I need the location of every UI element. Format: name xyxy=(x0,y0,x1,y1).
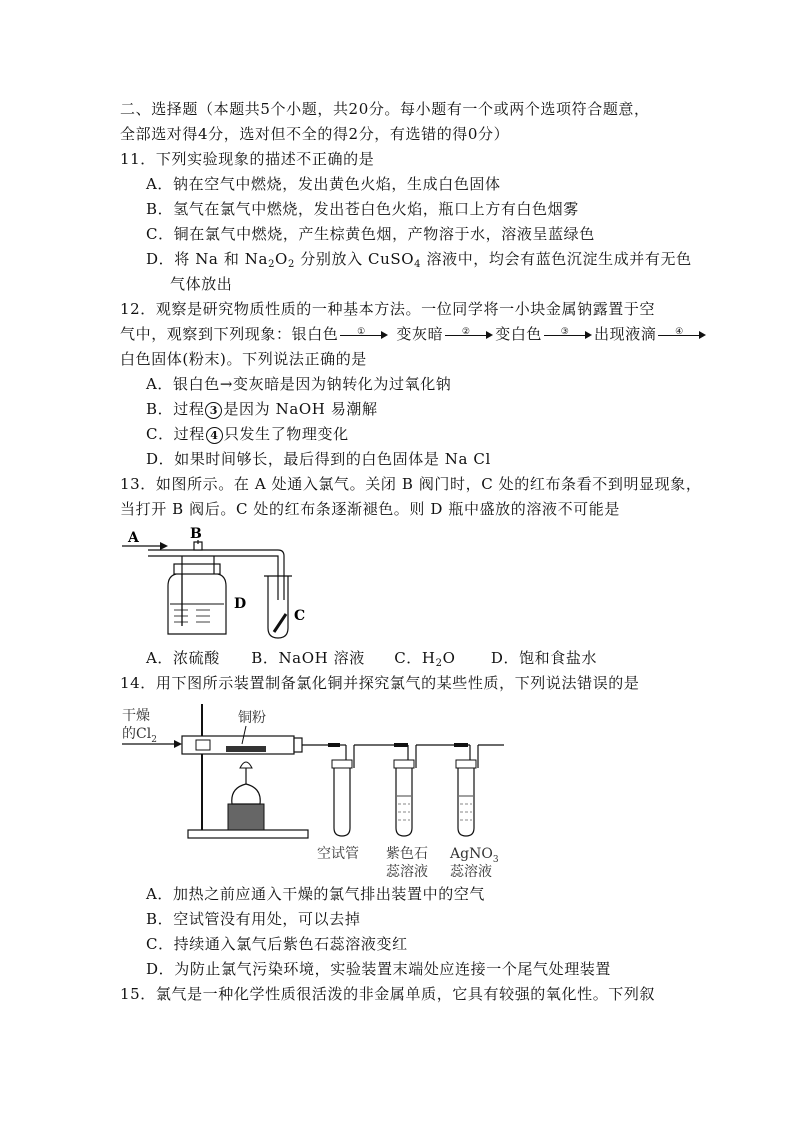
label-c: C xyxy=(294,608,306,624)
label-litmus-1: 紫色石 xyxy=(386,846,428,862)
q14-stem: 14．用下图所示装置制备氯化铜并探究氯气的某些性质，下列说法错误的是 xyxy=(120,674,640,692)
arrow-1: ① xyxy=(340,326,388,340)
q12-option-d: D．如果时间够长，最后得到的白色固体是 Na Cl xyxy=(146,450,491,468)
q14-option-a: A．加热之前应通入干燥的氯气排出装置中的空气 xyxy=(146,885,486,903)
q14-apparatus-figure xyxy=(118,700,518,880)
q15-stem: 15．氯气是一种化学性质很活泼的非金属单质，它具有较强的氧化性。下列叙 xyxy=(120,985,656,1003)
label-dry: 干燥 xyxy=(122,708,150,724)
q13-option-d: D．饱和食盐水 xyxy=(490,649,598,667)
q11-option-d: D．将 Na 和 $Na_2O_2$ 分别放入 CuSO$_4$ 溶液中，均会有蓝色沉淀生成并有无色 xyxy=(146,250,692,270)
q11-option-b: B．氢气在氯气中燃烧，发出苍白色火焰，瓶口上方有白色烟雾 xyxy=(146,200,579,218)
q13-option-c: C．$H_2O$ xyxy=(394,649,456,669)
q12-stem-line3: 白色固体(粉末)。下列说法正确的是 xyxy=(120,350,367,368)
q11-option-a: A．钠在空气中燃烧，发出黄色火焰，生成白色固体 xyxy=(146,175,501,193)
q13-stem-line2: 当打开 B 阀后。C 处的红布条逐渐褪色。则 D 瓶中盛放的溶液不可能是 xyxy=(120,500,620,518)
q11-stem: 11．下列实验现象的描述不正确的是 xyxy=(120,150,375,168)
q13-apparatus-figure xyxy=(118,524,328,644)
q13-options xyxy=(146,648,597,668)
q11-option-c: C．铜在氯气中燃烧，产生棕黄色烟，产物溶于水，溶液呈蓝绿色 xyxy=(146,225,595,243)
q13-option-a: A．浓硫酸 xyxy=(146,649,220,667)
q12-stem-line2: 气中，观察到下列现象：银白色 ① 变灰暗 ② 变白色 ③ 出现液滴 ④ xyxy=(120,324,708,344)
q12-stem-line1: 12．观察是研究物质性质的一种基本方法。一位同学将一小块金属钠露置于空 xyxy=(120,300,656,318)
arrow-3: ③ xyxy=(544,326,592,340)
label-litmus-2: 蕊溶液 xyxy=(386,864,428,880)
label-a: A xyxy=(128,530,139,546)
label-copper: 铜粉 xyxy=(238,710,266,726)
q14-option-c: C．持续通入氯气后紫色石蕊溶液变红 xyxy=(146,935,408,953)
label-b: B xyxy=(190,526,202,542)
section-heading-cont: 全部选对得4分，选对但不全的得2分，有选错的得0分） xyxy=(120,125,510,143)
section-heading: 二、选择题（本题共5个小题，共20分。每小题有一个或两个选项符合题意， xyxy=(120,100,650,118)
arrow-4: ④ xyxy=(658,326,706,340)
q11-option-d-cont: 气体放出 xyxy=(170,275,233,293)
q13-stem-line1: 13．如图所示。在 A 处通入氯气。关闭 B 阀门时，C 处的红布条看不到明显现象， xyxy=(120,475,702,493)
label-agno3: AgNO$_3$ xyxy=(450,846,499,865)
q13-option-b: B．NaOH 溶液 xyxy=(251,649,365,667)
q14-option-b: B．空试管没有用处，可以去掉 xyxy=(146,910,361,928)
arrow-2: ② xyxy=(445,326,493,340)
q12-option-b: B．过程 3 是因为 NaOH 易潮解 xyxy=(146,400,378,418)
label-d: D xyxy=(234,596,247,612)
q14-option-d: D．为防止氯气污染环境，实验装置末端处应连接一个尾气处理装置 xyxy=(146,960,612,978)
label-cl2: 的$Cl_2$ xyxy=(122,726,157,745)
label-empty-tube: 空试管 xyxy=(317,846,359,862)
q12-option-a: A．银白色→变灰暗是因为钠转化为过氧化钠 xyxy=(146,375,452,393)
label-agno3-2: 蕊溶液 xyxy=(450,864,492,880)
q12-option-c: C．过程 4 只发生了物理变化 xyxy=(146,425,349,443)
